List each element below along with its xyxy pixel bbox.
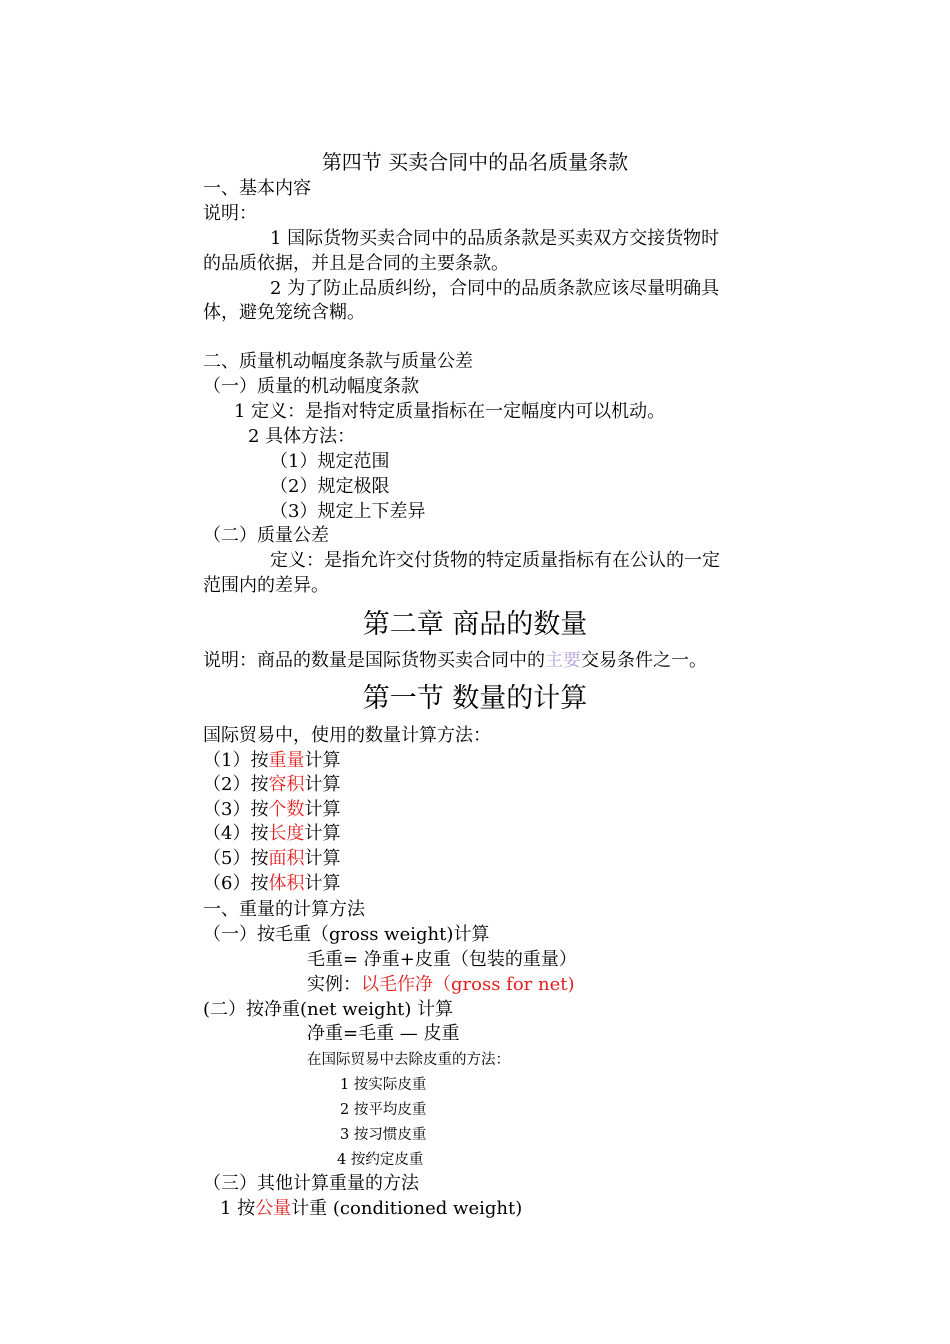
conditioned-highlight: 公量: [255, 1198, 292, 1219]
gross-weight-title: （一）按毛重（gross weight)计算: [203, 924, 490, 945]
tare-item: 3 按习惯皮重: [340, 1127, 427, 1143]
method-highlight: 个数: [268, 799, 305, 820]
net-weight-title: (二）按净重(net weight) 计算: [203, 999, 454, 1020]
tare-item: 2 按平均皮重: [340, 1102, 427, 1118]
paragraph-2-line-2: 体，避免笼统含糊。: [203, 302, 365, 323]
gross-example-highlight: 以毛作净（gross for net): [361, 974, 575, 995]
other-methods-title: （三）其他计算重量的方法: [203, 1173, 419, 1194]
definition-1: 1 定义：是指对特定质量指标在一定幅度内可以机动。: [234, 401, 666, 422]
subheading-tolerance: （二）质量公差: [203, 525, 329, 546]
section-title: 第四节 买卖合同中的品名质量条款: [321, 150, 629, 174]
conditioned-weight: 1 按公量计重 (conditioned weight): [220, 1198, 523, 1219]
method-highlight: 面积: [268, 848, 305, 869]
method-row: （6）按体积计算: [203, 873, 341, 894]
method-row: （3）按个数计算: [203, 799, 341, 820]
chapter-explain-text: 说明：商品的数量是国际货物买卖合同中的: [203, 650, 545, 671]
method-highlight: 重量: [268, 750, 305, 771]
chapter-explain-tail: 交易条件之一。: [581, 650, 707, 671]
definition-2-line-2: 范围内的差异。: [203, 575, 329, 596]
paragraph-2-line-1: 2 为了防止品质纠纷，合同中的品质条款应该尽量明确具: [270, 278, 720, 299]
methods-intro: 国际贸易中，使用的数量计算方法：: [203, 725, 491, 746]
paragraph-1-line-1: 1 国际货物买卖合同中的品质条款是买卖双方交接货物时: [270, 228, 720, 249]
method-highlight: 体积: [268, 873, 305, 894]
method-highlight: 长度: [268, 823, 305, 844]
method-label: 2 具体方法：: [248, 426, 356, 447]
tare-item: 1 按实际皮重: [340, 1077, 427, 1093]
method-item-1: （1）规定范围: [270, 451, 390, 472]
method-row: （2）按容积计算: [203, 774, 341, 795]
heading-weight-calc: 一、重量的计算方法: [203, 899, 365, 920]
method-row: （5）按面积计算: [203, 848, 341, 869]
heading-basic-content: 一、基本内容: [203, 178, 311, 199]
subheading-flex-range: （一）质量的机动幅度条款: [203, 376, 419, 397]
explain-label: 说明：: [203, 203, 257, 224]
chapter-explain: [203, 649, 707, 673]
net-weight-formula: 净重=毛重 — 皮重: [307, 1023, 460, 1044]
paragraph-1-line-2: 的品质依据，并且是合同的主要条款。: [203, 253, 509, 274]
method-item-3: （3）规定上下差异: [270, 501, 426, 522]
heading-quality-tolerance: 二、质量机动幅度条款与质量公差: [203, 351, 473, 372]
gross-example: 实例：以毛作净（gross for net): [307, 974, 575, 995]
gross-weight-formula: 毛重= 净重+皮重（包装的重量）: [307, 949, 577, 970]
tare-intro: 在国际贸易中去除皮重的方法：: [307, 1052, 510, 1068]
chapter-explain-highlight: 主要: [545, 650, 581, 671]
method-row: （4）按长度计算: [203, 823, 341, 844]
method-row: （1）按重量计算: [203, 750, 341, 771]
definition-2-line-1: 定义：是指允许交付货物的特定质量指标有在公认的一定: [270, 550, 720, 571]
method-highlight: 容积: [268, 774, 305, 795]
method-item-2: （2）规定极限: [270, 476, 390, 497]
tare-item: 4 按约定皮重: [337, 1152, 424, 1168]
chapter-title: 第二章 商品的数量: [362, 609, 588, 640]
section-1-title: 第一节 数量的计算: [362, 683, 588, 714]
